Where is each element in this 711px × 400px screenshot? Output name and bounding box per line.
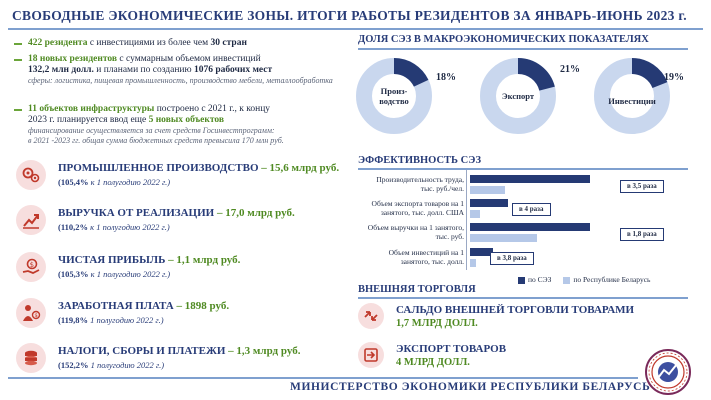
- bullet-subtext: сферы: логистика, пищевая промышленность, производство мебели, металлообработка: [28, 76, 333, 85]
- legend-label-rb: по Республике Беларусь: [573, 275, 651, 284]
- indicator-value: – 1,3 млрд руб.: [225, 345, 301, 357]
- coins-stack-icon: [16, 343, 46, 373]
- growth-chart-icon: [16, 205, 46, 235]
- export-arrow-icon: [358, 342, 384, 368]
- bullet-dash: [14, 59, 22, 61]
- indicator-period: к 1 полугодию 2022 г.): [88, 222, 170, 232]
- efficiency-row-label: Объем выручки на 1 занятого, тыс. руб.: [367, 223, 464, 241]
- bullet-subtext: финансирование осуществляется за счет средств Госинвестпрограмм:: [28, 126, 275, 135]
- ministry-logo-icon: [644, 348, 692, 396]
- ratio-label: в 3,5 раза: [620, 180, 664, 193]
- donut-export: [478, 56, 578, 136]
- indicator-value: – 17,0 млрд руб.: [214, 207, 295, 219]
- bullet-text: и планами по созданию: [93, 65, 194, 75]
- indicator-percent: (105,3%: [58, 269, 89, 279]
- indicator-name: ЧИСТАЯ ПРИБЫЛЬ: [58, 254, 166, 266]
- trade-divider: [358, 297, 688, 299]
- svg-text:$: $: [34, 313, 38, 320]
- salary-person-icon: [16, 298, 46, 328]
- bullet-highlight: 30 стран: [210, 38, 247, 48]
- donut-percent: 18%: [436, 72, 456, 83]
- bar-rb-revenue: [470, 234, 537, 242]
- bar-sez-productivity: [470, 175, 590, 183]
- trade-balance-value: 1,7 МЛРД ДОЛЛ.: [396, 318, 478, 329]
- share-section-title: ДОЛЯ СЭЗ В МАКРОЭКОНОМИЧЕСКИХ ПОКАЗАТЕЛЯХ: [358, 34, 649, 45]
- donut-label: Произ- водство: [379, 86, 409, 106]
- bullet-highlight: 422 резидента: [28, 38, 88, 48]
- page-title: СВОБОДНЫЕ ЭКОНОМИЧЕСКИЕ ЗОНЫ. ИТОГИ РАБОТЫ РЕЗИДЕНТОВ ЗА ЯНВАРЬ-ИЮНЬ 2023 г.: [12, 8, 687, 23]
- indicator-revenue: [16, 205, 346, 241]
- bullet-dash: [14, 43, 22, 45]
- bullet-subtext: в 2021 -2023 гг. общая сумма бюджетных средств превысила 170 млн руб.: [28, 136, 284, 145]
- bullet-highlight: 5 новых объектов: [148, 115, 225, 125]
- indicator-period: 1 полугодию 2022 г.): [88, 360, 165, 370]
- header: [8, 4, 703, 30]
- footer-divider: [8, 377, 638, 379]
- bar-rb-productivity: [470, 186, 505, 194]
- indicator-net-profit: [16, 252, 346, 288]
- indicator-period: 1 полугодию 2022 г.): [88, 315, 164, 325]
- indicator-salary: [16, 298, 346, 334]
- ratio-label: в 4 раза: [512, 203, 551, 216]
- money-hand-icon: [16, 252, 46, 282]
- legend-label-sez: по СЭЗ: [528, 275, 552, 284]
- bullet-text: построено с 2021 г., к концу: [154, 104, 271, 114]
- trade-export-value: 4 МЛРД ДОЛЛ.: [396, 357, 470, 368]
- efficiency-row-label: Объем инвестиций на 1 занятого, тыс. долл.: [388, 248, 464, 266]
- efficiency-legend: [518, 275, 650, 284]
- indicator-percent: (105,4%: [58, 177, 89, 187]
- bar-rb-investments: [470, 259, 476, 267]
- indicator-name: ПРОМЫШЛЕННОЕ ПРОИЗВОДСТВО: [58, 162, 259, 174]
- indicator-value: – 1,1 млрд руб.: [165, 254, 241, 266]
- indicator-period: к 1 полугодию 2022 г.): [88, 177, 171, 187]
- bullet-text: 2023 г. планируется ввод еще: [28, 115, 149, 125]
- efficiency-section-title: ЭФФЕКТИВНОСТЬ СЭЗ: [358, 155, 481, 166]
- donut-percent: 19%: [664, 72, 684, 83]
- donut-label: Инвестиции: [608, 96, 656, 106]
- bar-sez-export: [470, 199, 508, 207]
- donut-label: Экспорт: [501, 91, 535, 101]
- indicator-percent: (110,2%: [58, 222, 88, 232]
- indicator-percent: (119,8%: [58, 315, 88, 325]
- bullet-residents: [14, 38, 334, 49]
- legend-swatch-rb: [563, 277, 570, 284]
- footer-title: МИНИСТЕРСТВО ЭКОНОМИКИ РЕСПУБЛИКИ БЕЛАРУСЬ: [290, 381, 651, 393]
- bullet-text: с инвестициями из более чем: [87, 38, 211, 48]
- exchange-arrows-icon: [358, 303, 384, 329]
- indicator-name: ЗАРАБОТНАЯ ПЛАТА: [58, 300, 174, 312]
- legend-swatch-sez: [518, 277, 525, 284]
- bar-rb-export: [470, 210, 480, 218]
- efficiency-row-label: Объем экспорта товаров на 1 занятого, тыс. долл. США: [371, 199, 464, 217]
- indicator-industrial-production: [16, 160, 346, 196]
- indicator-value: – 15,6 млрд руб.: [258, 162, 340, 174]
- bullet-text: с суммарным объемом инвестиций: [117, 54, 261, 64]
- donut-investments: [592, 56, 692, 136]
- ratio-label: в 1,8 раза: [620, 228, 664, 241]
- donut-production: [354, 56, 454, 136]
- bullet-highlight: 11 объектов инфраструктуры: [28, 104, 155, 114]
- bullet-dash: [14, 109, 22, 111]
- bullet-highlight: 132,2 млн долл.: [28, 65, 94, 75]
- trade-section-title: ВНЕШНЯЯ ТОРГОВЛЯ: [358, 284, 476, 295]
- trade-export-label: ЭКСПОРТ ТОВАРОВ: [396, 343, 507, 355]
- trade-export: [358, 341, 688, 371]
- indicator-taxes: [16, 343, 346, 379]
- bullet-highlight: 1076 рабочих мест: [193, 65, 273, 75]
- efficiency-row-label: Производительность труда, тыс. руб./чел.: [376, 175, 464, 193]
- svg-text:$: $: [29, 261, 35, 269]
- bullet-new-residents: [14, 54, 334, 86]
- gears-icon: [16, 160, 46, 190]
- ratio-label: в 3,8 раза: [490, 252, 534, 265]
- header-divider: [8, 28, 703, 30]
- trade-balance-label: САЛЬДО ВНЕШНЕЙ ТОРГОВЛИ ТОВАРАМИ: [396, 304, 635, 316]
- indicator-name: ВЫРУЧКА ОТ РЕАЛИЗАЦИИ: [58, 207, 215, 219]
- share-divider: [358, 48, 688, 50]
- indicator-name: НАЛОГИ, СБОРЫ И ПЛАТЕЖИ: [58, 345, 226, 357]
- bar-sez-revenue: [470, 223, 590, 231]
- indicator-percent: (152,2%: [58, 360, 89, 370]
- donut-percent: 21%: [560, 64, 580, 75]
- indicator-value: – 1898 руб.: [173, 300, 230, 312]
- indicator-period: к 1 полугодию 2022 г.): [88, 269, 171, 279]
- bullet-highlight: 18 новых резидентов: [28, 54, 118, 64]
- bullet-infrastructure: [14, 104, 334, 146]
- trade-balance: [358, 302, 688, 332]
